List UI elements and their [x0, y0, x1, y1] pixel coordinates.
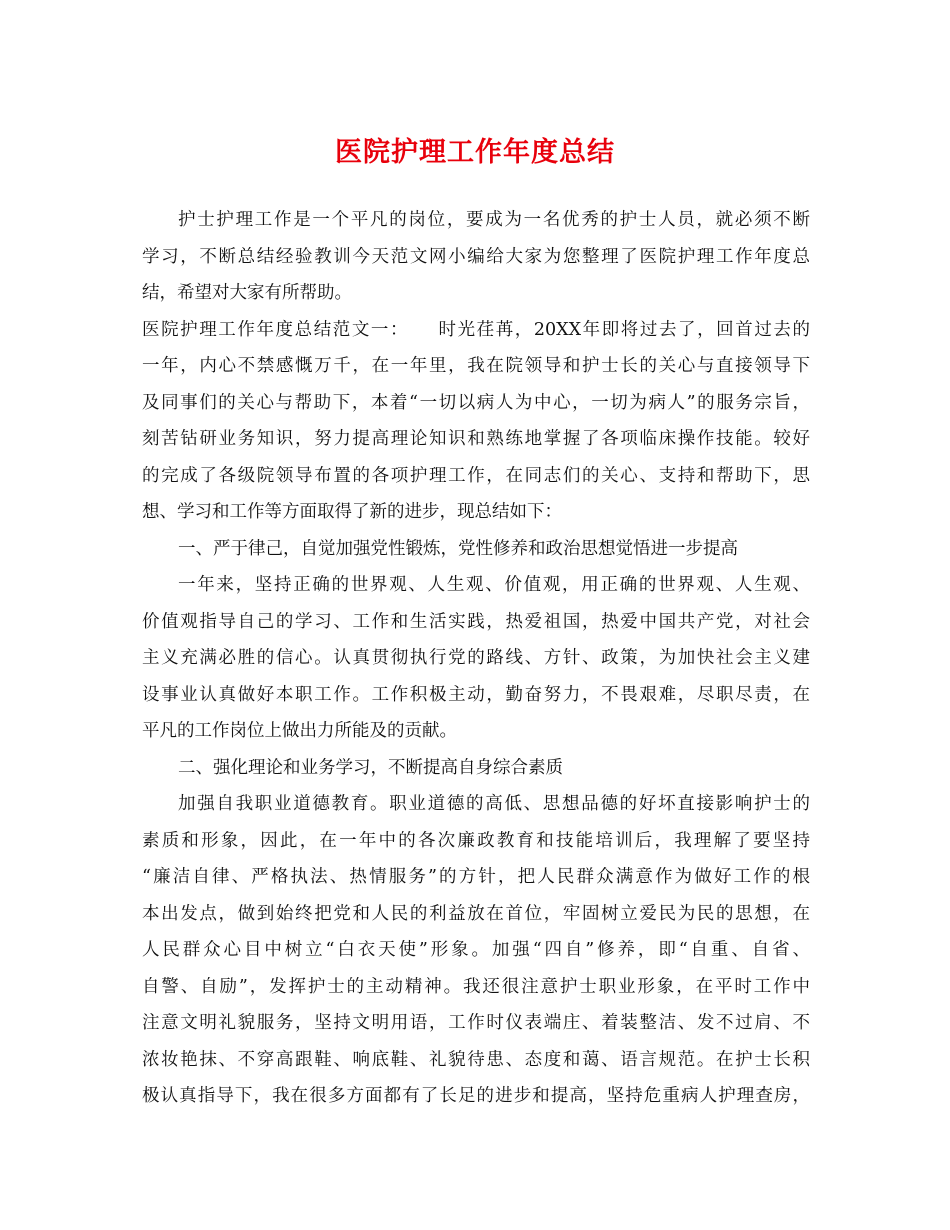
section-heading: 一、严于律己，自觉加强党性锻炼，党性修养和政治思想觉悟进一步提高 — [178, 538, 738, 559]
paragraph-line: 及同事们的关心与帮助下，本着“一切以病人为中心，一切为病人”的服务宗旨， — [142, 392, 810, 413]
paragraph-line: 刻苦钻研业务知识，努力提高理论知识和熟练地掌握了各项临床操作技能。较好 — [142, 429, 810, 449]
paragraph-line: 自警、自励”，发挥护士的主动精神。我还很注意护士职业形象，在平时工作中 — [142, 976, 810, 997]
paragraph-line: 本出发点，做到始终把党和人民的利益放在首位，牢固树立爱民为民的思想，在 — [142, 903, 810, 924]
paragraph-line: 价值观指导自己的学习、工作和生活实践，热爱祖国，热爱中国共产党，对社会 — [142, 611, 810, 632]
paragraph-line: 结，希望对大家有所帮助。 — [142, 283, 352, 303]
paragraph-line: 一年来，坚持正确的世界观、人生观、价值观，用正确的世界观、人生观、 — [178, 575, 810, 595]
paragraph-line: 平凡的工作岗位上做出力所能及的贡献。 — [142, 721, 457, 741]
paragraph-line: 主义充满必胜的信心。认真贯彻执行党的路线、方针、政策，为加快社会主义建 — [142, 648, 810, 668]
document-body — [142, 202, 810, 1115]
document-title: 医院护理工作年度总结 — [335, 137, 615, 168]
paragraph-line: 人民群众心目中树立“白衣天使”形象。加强“四自”修养，即“自重、自省、 — [142, 940, 810, 960]
paragraph-line: 护士护理工作是一个平凡的岗位，要成为一名优秀的护士人员，就必须不断 — [178, 210, 810, 230]
paragraph-line: 素质和形象，因此，在一年中的各次廉政教育和技能培训后，我理解了要坚持 — [142, 830, 810, 851]
paragraph-line: 浓妆艳抹、不穿高跟鞋、响底鞋、礼貌待患、态度和蔼、语言规范。在护士长积 — [142, 1049, 810, 1070]
paragraph-line: 注意文明礼貌服务，坚持文明用语，工作时仪表端庄、着装整洁、发不过肩、不 — [142, 1013, 810, 1033]
paragraph-line: 的完成了各级院领导布置的各项护理工作，在同志们的关心、支持和帮助下，思 — [142, 465, 810, 486]
paragraph-line: “廉洁自律、严格执法、热情服务”的方针，把人民群众满意作为做好工作的根 — [142, 867, 810, 887]
paragraph-line: 学习，不断总结经验教训今天范文网小编给大家为您整理了医院护理工作年度总 — [142, 246, 810, 267]
paragraph-line: 想、学习和工作等方面取得了新的进步，现总结如下： — [142, 502, 562, 522]
paragraph-line: 加强自我职业道德教育。职业道德的高低、思想品德的好坏直接影响护士的 — [178, 794, 810, 814]
section-heading: 二、强化理论和业务学习，不断提高自身综合素质 — [178, 757, 563, 778]
paragraph-line: 医院护理工作年度总结范文一： 时光荏苒，20XX年即将过去了，回首过去的 — [142, 319, 810, 340]
paragraph-line: 极认真指导下，我在很多方面都有了长足的进步和提高，坚持危重病人护理查房， — [142, 1086, 810, 1106]
paragraph-line: 一年，内心不禁感慨万千，在一年里，我在院领导和护士长的关心与直接领导下 — [142, 356, 810, 376]
paragraph-line: 设事业认真做好本职工作。工作积极主动，勤奋努力，不畏艰难，尽职尽责，在 — [142, 684, 810, 705]
